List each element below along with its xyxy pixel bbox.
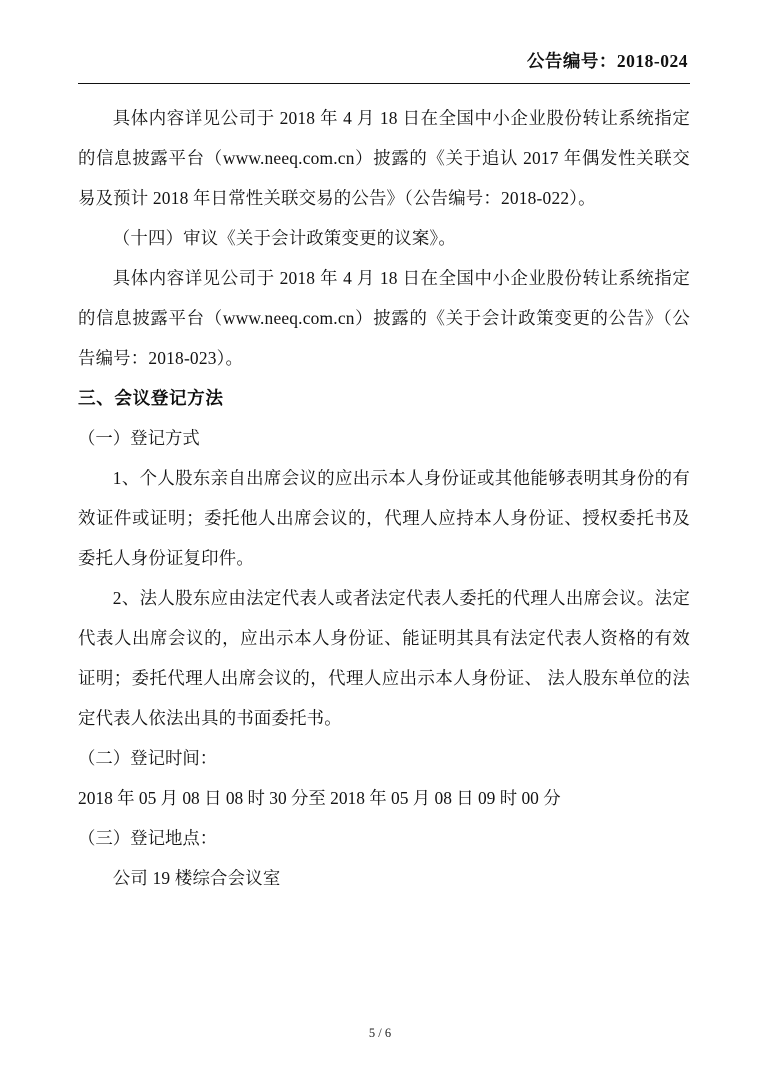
paragraph: 具体内容详见公司于 2018 年 4 月 18 日在全国中小企业股份转让系统指定的信息披露平台（www.neeq.com.cn）披露的《关于会计政策变更的公告》（公告编号：2018-023）。 [78, 268, 690, 368]
registration-item: 2、法人股东应由法定代表人或者法定代表人委托的代理人出席会议。法定代表人出席会议的，应出示本人身份证、能证明其具有法定代表人资格的有效证明；委托代理人出席会议的，代理人应出示本人身份证、 法人股东单位的法定代表人依法出具的书面委托书。 [78, 588, 690, 728]
paragraph: 具体内容详见公司于 2018 年 4 月 18 日在全国中小企业股份转让系统指定的信息披露平台（www.neeq.com.cn）披露的《关于追认 2017 年偶发性关联交易及预计 2018 年日常性关联交易的公告》（公告编号：2018-022）。 [78, 108, 690, 208]
header-divider [78, 83, 690, 84]
page-header [78, 48, 690, 73]
page-footer [0, 1026, 760, 1041]
registration-time-value: 2018 年 05 月 08 日 08 时 30 分至 2018 年 05 月 08 日 09 时 00 分 [78, 788, 561, 808]
subsection-heading-one: （一）登记方式 [78, 428, 200, 448]
registration-item: 1、个人股东亲自出席会议的应出示本人身份证或其他能够表明其身份的有效证件或证明；委托他人出席会议的，代理人应持本人身份证、授权委托书及委托人身份证复印件。 [78, 468, 690, 568]
document-body [78, 98, 690, 898]
subsection-heading-two: （二）登记时间： [78, 748, 218, 768]
paragraph: （十四）审议《关于会计政策变更的议案》。 [112, 228, 456, 248]
notice-number: 公告编号：2018-024 [526, 51, 688, 71]
registration-place-value: 公司 19 楼综合会议室 [112, 868, 281, 888]
section-heading-three: 三、会议登记方法 [78, 388, 224, 408]
page-number: 5 / 6 [368, 1026, 392, 1040]
subsection-heading-three: （三）登记地点： [78, 828, 218, 848]
